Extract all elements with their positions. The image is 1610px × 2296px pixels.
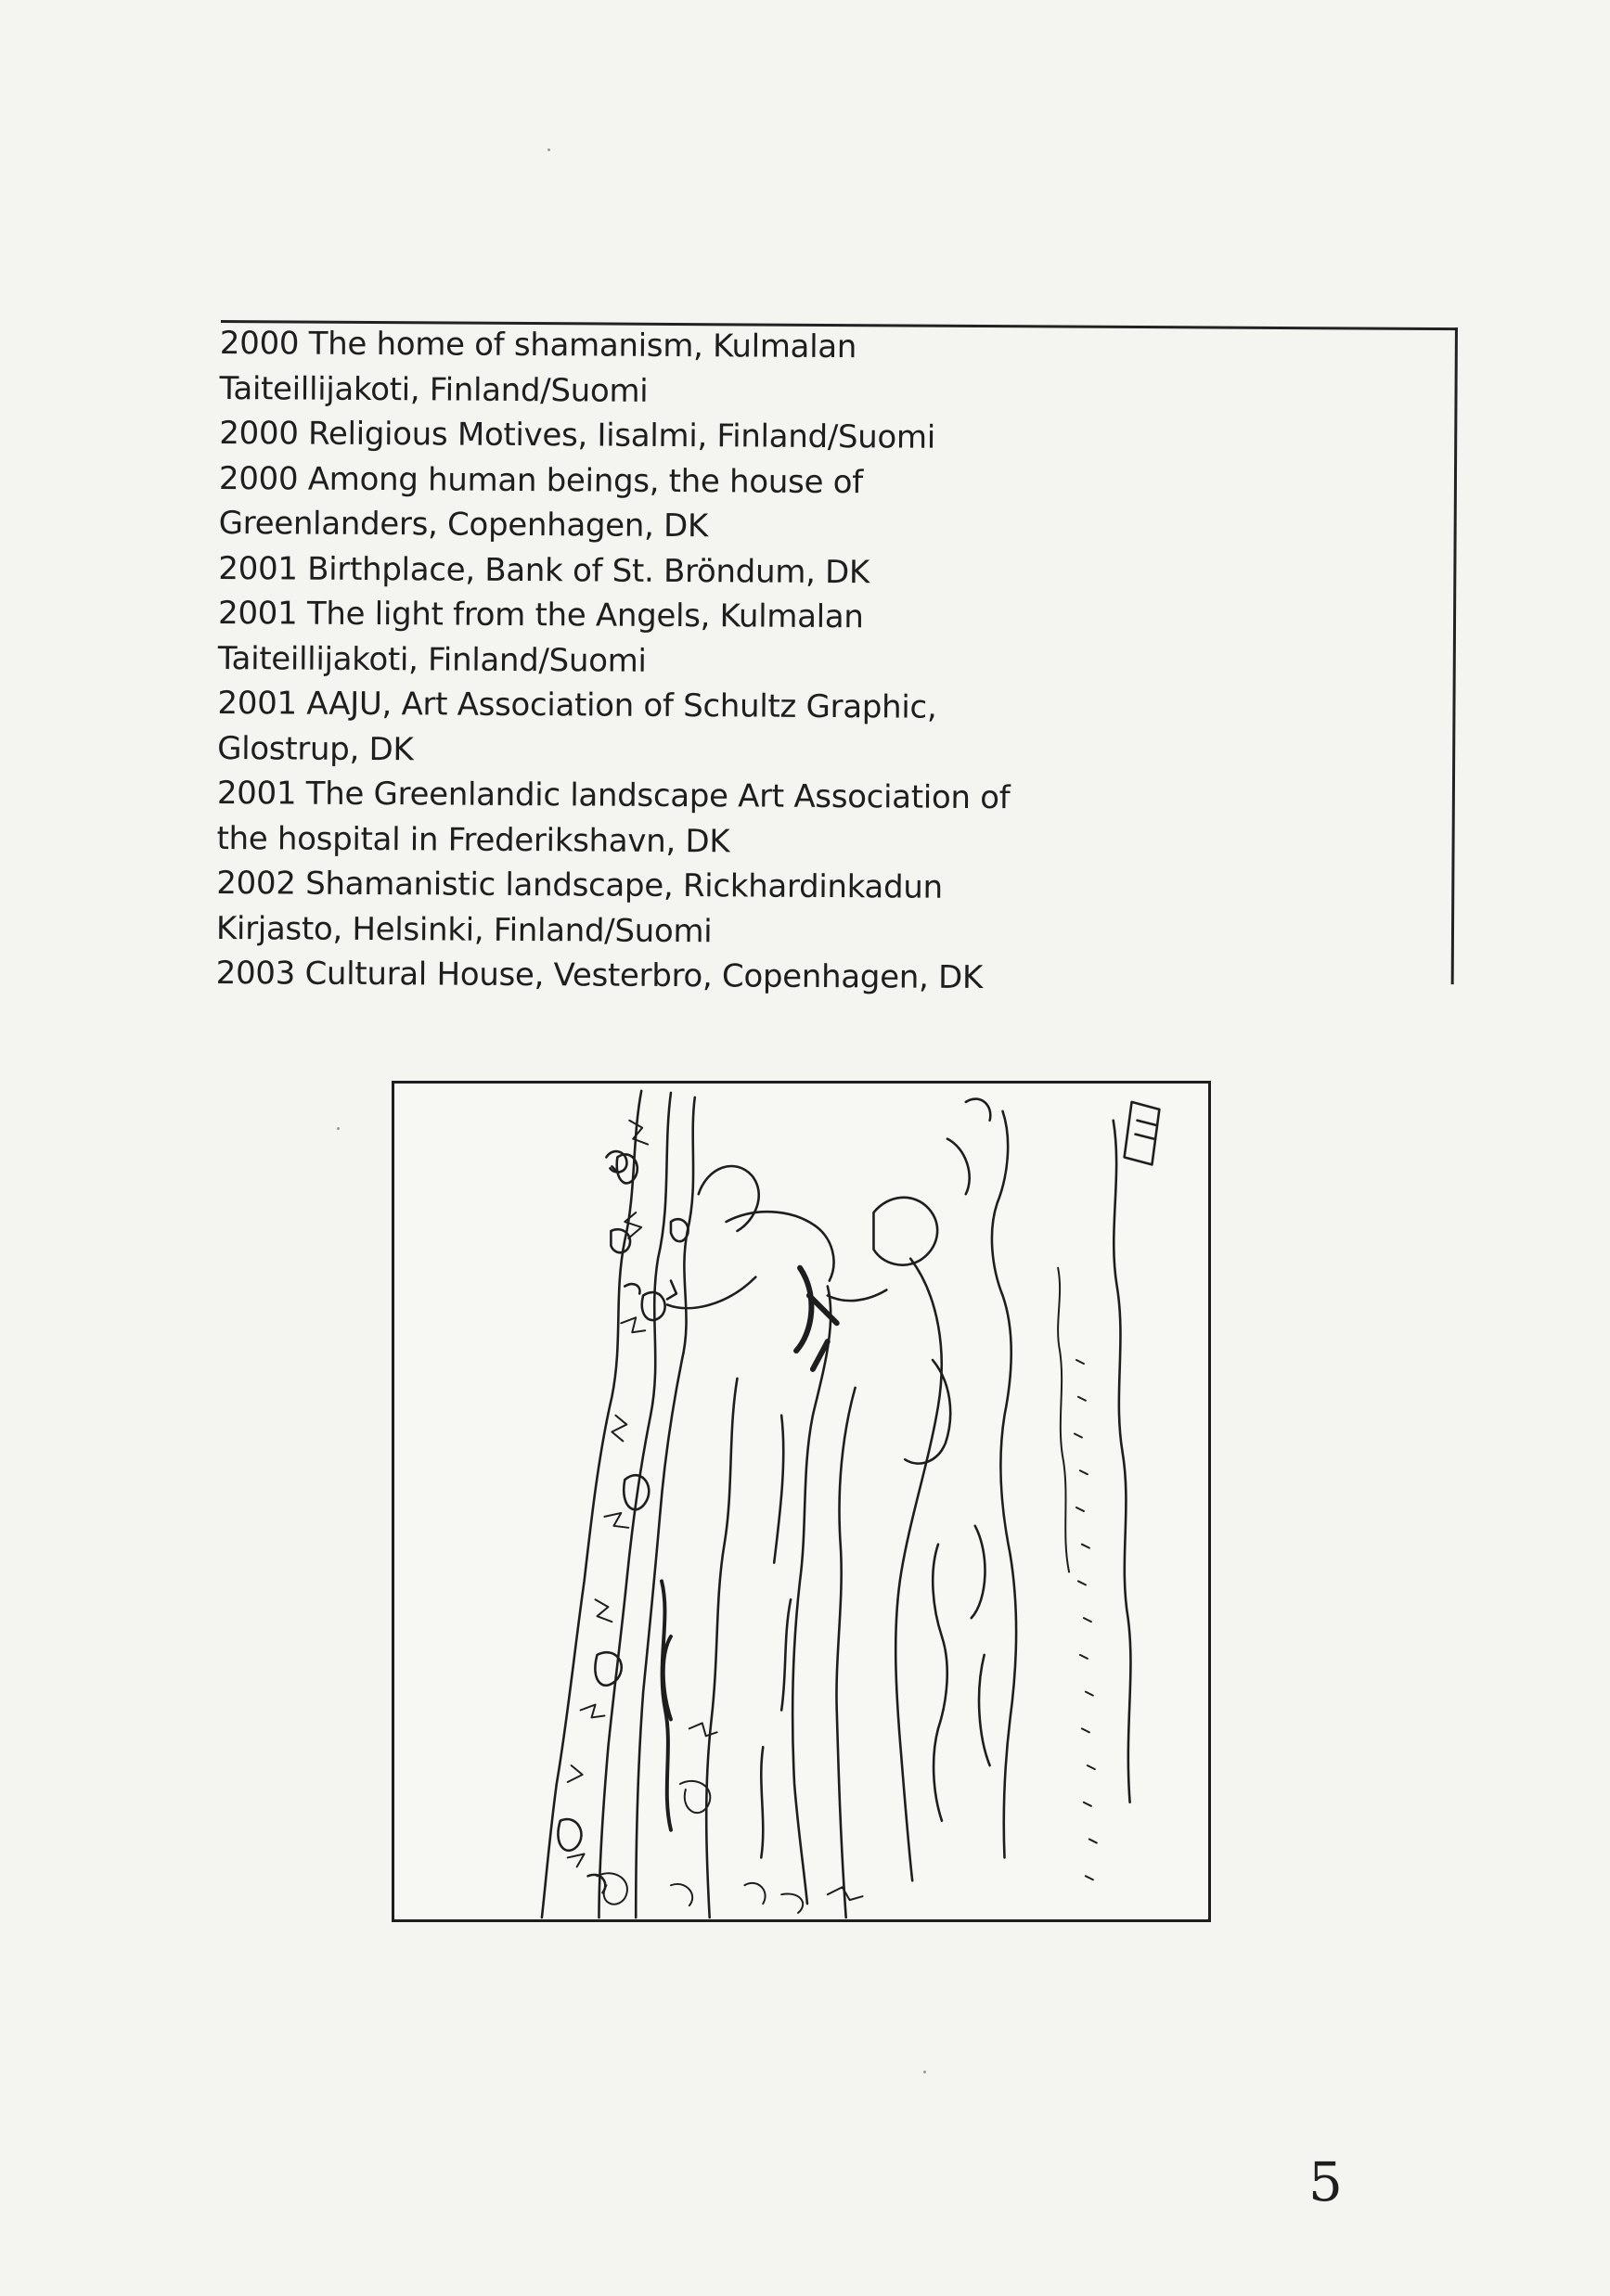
exhibition-line: 2000 The home of shamanism, Kulmalan [219,324,857,366]
exhibition-line: Taiteillijakoti, Finland/Suomi [219,369,649,410]
exhibition-line: 2001 Birthplace, Bank of St. Bröndum, DK [218,549,870,591]
exhibition-line: 2002 Shamanistic landscape, Rickhardinkadun [216,864,943,906]
ink-drawing [394,1084,1208,1919]
exhibition-line: 2001 AAJU, Art Association of Schultz Graphic, [217,684,937,726]
exhibition-line: the hospital in Frederikshavn, DK [216,819,730,860]
scan-speck [337,1127,340,1130]
page-number: 5 [1308,2150,1343,2213]
exhibition-line: Taiteillijakoti, Finland/Suomi [217,639,647,680]
exhibition-line: 2000 Religious Motives, Iisalmi, Finland/Suomi [219,414,936,456]
exhibition-list [216,321,1241,1002]
scan-speck [923,2071,926,2073]
exhibition-line: 2003 Cultural House, Vesterbro, Copenhagen, DK [215,954,984,997]
exhibition-line: 2000 Among human beings, the house of [218,459,863,501]
exhibition-line: Greenlanders, Copenhagen, DK [218,504,709,545]
exhibition-line: Kirjasto, Helsinki, Finland/Suomi [215,909,713,950]
artwork-illustration [392,1081,1211,1922]
exhibition-line: Glostrup, DK [217,729,414,768]
scan-speck [547,148,550,151]
exhibition-line: 2001 The light from the Angels, Kulmalan [217,594,864,636]
exhibition-line: 2001 The Greenlandic landscape Art Association of [216,774,1011,817]
